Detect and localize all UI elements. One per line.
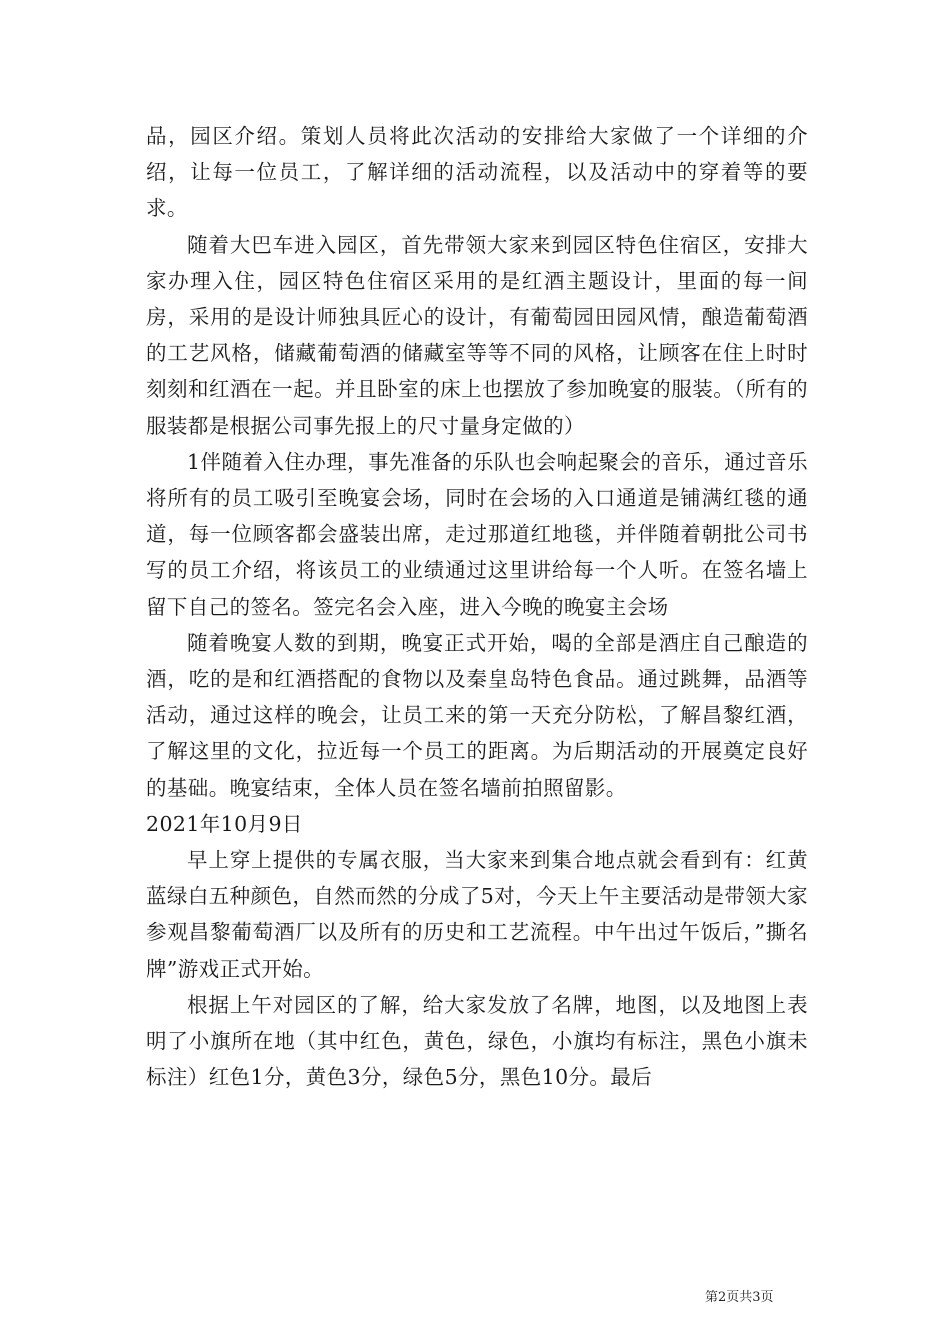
date-line: 2021年10月9日: [146, 811, 303, 836]
paragraph-3: 1伴随着入住办理，事先准备的乐队也会响起聚会的音乐，通过音乐将所有的员工吸引至晚宴会场，同时在会场的入口通道是铺满红毯的通道，每一位顾客都会盛装出席，走过那道红地毯，并伴随着朝批公司书写的员工介绍，将该员工的业绩通过这里讲给每一个人听。在签名墙上留下自己的签名。签完名会入座，进入今晚的晚宴主会场: [146, 449, 808, 619]
paragraph-6: 根据上午对园区的了解，给大家发放了名牌，地图，以及地图上表明了小旗所在地（其中红色，黄色，绿色，小旗均有标注，黑色小旗未标注）红色1分，黄色3分，绿色5分，黑色10分。最后: [146, 992, 808, 1090]
paragraph-2: 随着大巴车进入园区，首先带领大家来到园区特色住宿区，安排大家办理入住，园区特色住宿区采用的是红酒主题设计，里面的每一间房，采用的是设计师独具匠心的设计，有葡萄园田园风情，酿造葡萄酒的工艺风格，储藏葡萄酒的储藏室等等不同的风格，让顾客在住上时时刻刻和红酒在一起。并且卧室的床上也摆放了参加晚宴的服装。（所有的服装都是根据公司事先报上的尺寸量身定做的）: [146, 232, 808, 438]
paragraph-4: 随着晚宴人数的到期，晚宴正式开始，喝的全部是酒庄自己酿造的酒，吃的是和红酒搭配的食物以及秦皇岛特色食品。通过跳舞，品酒等活动，通过这样的晚会，让员工来的第一天充分防松，了解昌黎红酒，了解这里的文化，拉近每一个员工的距离。为后期活动的开展奠定良好的基础。晚宴结束，全体人员在签名墙前拍照留影。: [146, 630, 808, 800]
paragraph-5: 早上穿上提供的专属衣服，当大家来到集合地点就会看到有：红黄蓝绿白五种颜色，自然而然的分成了5对，今天上午主要活动是带领大家参观昌黎葡萄酒厂以及所有的历史和工艺流程。中午出过午饭后，”撕名牌”游戏正式开始。: [146, 848, 808, 981]
paragraph-1: 品，园区介绍。策划人员将此次活动的安排给大家做了一个详细的介绍，让每一位员工，了解详细的活动流程，以及活动中的穿着等的要求。: [146, 124, 808, 221]
document-body: [146, 118, 808, 1095]
page-number-footer: 第2页共3页: [705, 1290, 774, 1305]
